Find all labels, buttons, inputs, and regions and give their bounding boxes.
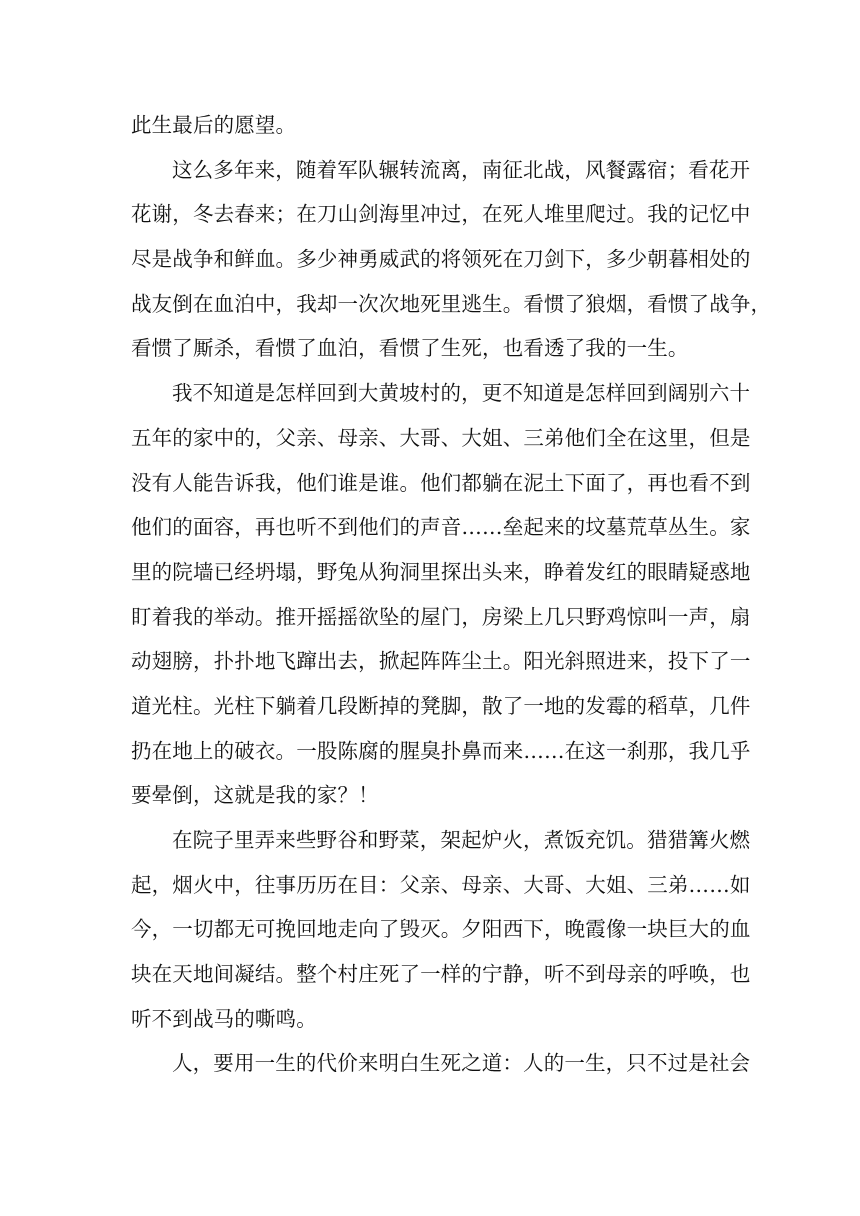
text-line: 没有人能告诉我，他们谁是谁。他们都躺在泥土下面了，再也看不到 (131, 470, 751, 495)
text-line: 扔在地上的破衣。一股陈腐的腥臭扑鼻而来……在这一刹那，我几乎 (131, 738, 751, 763)
paragraph (131, 103, 735, 148)
text-line: 今，一切都无可挽回地走向了毁灭。夕阳西下，晚霞像一块巨大的血 (131, 917, 751, 942)
text-line: 听不到战马的嘶鸣。 (131, 1006, 317, 1031)
text-line: 人，要用一生的代价来明白生死之道：人的一生，只不过是社会 (172, 1051, 751, 1076)
text-line: 盯着我的举动。推开摇摇欲坠的屋门，房梁上几只野鸡惊叫一声，扇 (131, 604, 751, 629)
text-line: 要晕倒，这就是我的家？！ (131, 783, 379, 808)
text-line: 他们的面容，再也听不到他们的声音……垒起来的坟墓荒草丛生。家 (131, 515, 751, 540)
text-line: 这么多年来，随着军队辗转流离，南征北战，风餐露宿；看花开 (172, 157, 751, 182)
text-line: 花谢，冬去春来；在刀山剑海里冲过，在死人堆里爬过。我的记忆中 (131, 202, 751, 227)
text-line: 起，烟火中，往事历历在目：父亲、母亲、大哥、大姐、三弟……如 (131, 872, 751, 897)
text-line: 里的院墙已经坍塌，野兔从狗洞里探出头来，睁着发红的眼睛疑惑地 (131, 559, 751, 584)
text-line: 动翅膀，扑扑地飞蹿出去，掀起阵阵尘土。阳光斜照进来，投下了一 (131, 649, 751, 674)
text-line: 五年的家中的，父亲、母亲、大哥、大姐、三弟他们全在这里，但是 (131, 425, 751, 450)
document-body (131, 103, 772, 1086)
text-line: 尽是战争和鲜血。多少神勇威武的将领死在刀剑下，多少朝暮相处的 (131, 247, 751, 272)
text-line: 我不知道是怎样回到大黄坡村的，更不知道是怎样回到阔别六十 (172, 381, 751, 406)
paragraph (131, 148, 772, 371)
text-line: 战友倒在血泊中，我却一次次地死里逃生。看惯了狼烟，看惯了战争， (131, 291, 772, 316)
text-line: 此生最后的愿望。 (131, 113, 297, 137)
paragraph (131, 1041, 751, 1086)
text-line: 块在天地间凝结。整个村庄死了一样的宁静，听不到母亲的呼唤，也 (131, 962, 751, 987)
text-line: 道光柱。光柱下躺着几段断掉的凳脚，散了一地的发霉的稻草，几件 (131, 693, 751, 718)
paragraph (131, 371, 751, 818)
text-line: 在院子里弄来些野谷和野菜，架起炉火，煮饭充饥。猎猎篝火燃 (172, 828, 751, 852)
text-line: 看惯了厮杀，看惯了血泊，看惯了生死，也看透了我的一生。 (131, 336, 689, 361)
paragraph (131, 818, 751, 1041)
